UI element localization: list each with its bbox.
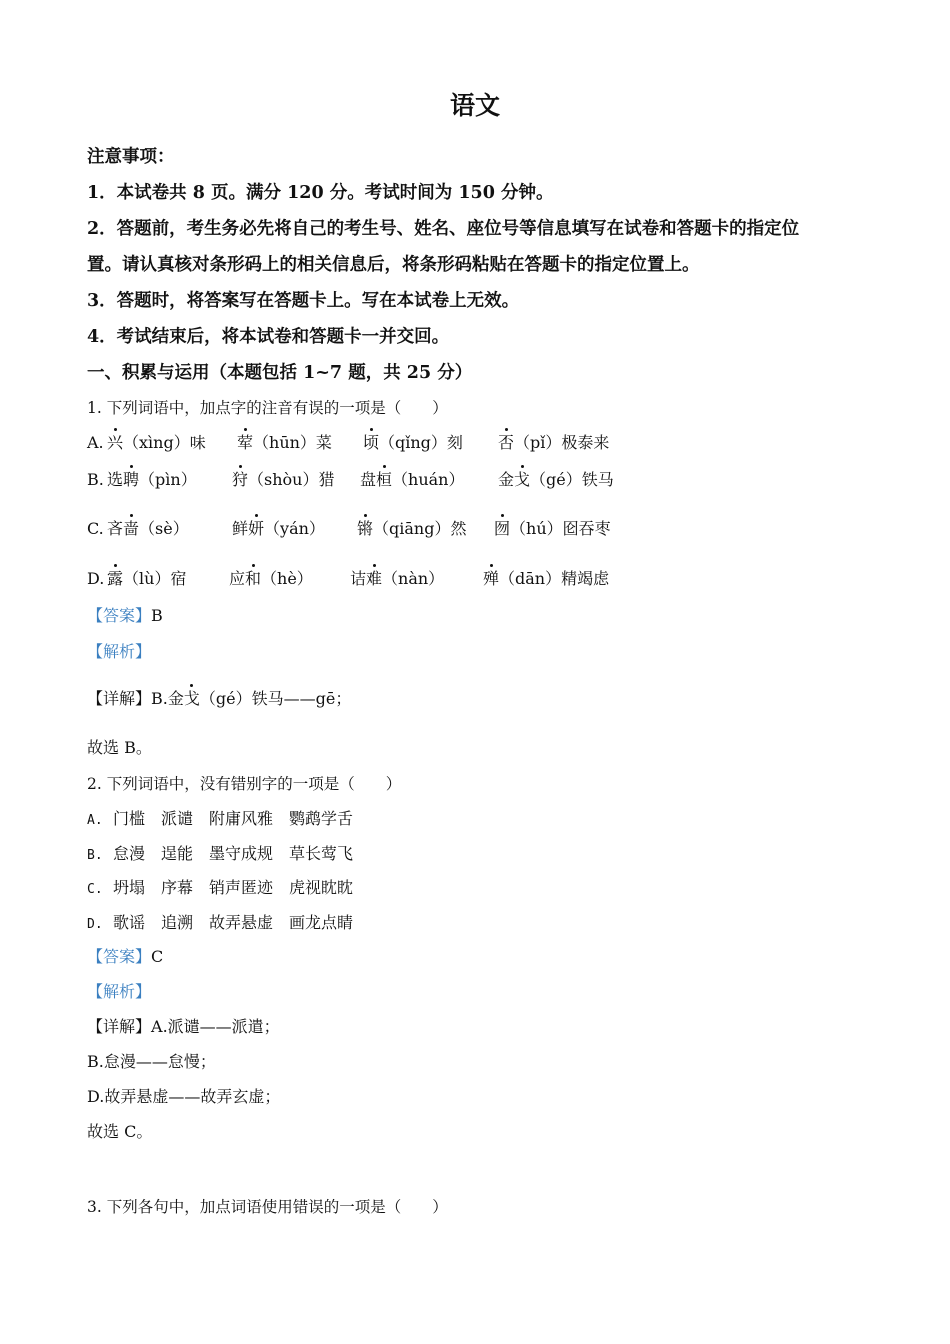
option-word: 选聘（pìn）	[107, 468, 197, 492]
option-word: 歌谣	[113, 913, 146, 932]
option-word: 露（lù）宿	[107, 567, 186, 591]
option-word: 诘难（nàn）	[350, 567, 444, 591]
notice-item-2: 2．答题前，考生务必先将自己的考生号、姓名、座位号等信息填写在试卷和答题卡的指定位	[87, 219, 800, 239]
page-title: 语文	[449, 91, 500, 120]
option-letter: C.	[87, 519, 104, 538]
option-word: 盘桓（huán）	[360, 468, 465, 492]
question-2-detail-3: D.故弄悬虚——故弄玄虚；	[87, 1087, 281, 1106]
detail-text: A.派谴——派遣；	[151, 1017, 280, 1036]
option-word: 门槛	[113, 809, 146, 828]
option-word: 吝啬（sè）	[107, 517, 189, 541]
option-letter: B.	[87, 470, 104, 489]
question-1-analysis-tag: 【解析】	[87, 642, 152, 661]
question-1-stem: 1. 下列词语中，加点字的注音有误的一项是（ ）	[87, 399, 448, 417]
option-letter: A.	[87, 813, 103, 828]
option-word: 荤（hūn）菜	[237, 431, 332, 455]
question-2-option-a	[87, 807, 369, 833]
option-letter: A.	[87, 433, 104, 452]
question-2-stem: 2. 下列词语中，没有错别字的一项是（ ）	[87, 775, 402, 793]
notice-item-1: 1．本试卷共 8 页。满分 120 分。考试时间为 150 分钟。	[87, 183, 554, 203]
option-word: 殚（dān）精竭虑	[483, 567, 609, 591]
notice-item-3: 3．答题时，将答案写在答题卡上。写在本试卷上无效。	[87, 291, 520, 311]
option-letter: D.	[87, 569, 105, 588]
option-word: 囫（hú）囵吞枣	[494, 517, 611, 541]
detail-text: （gé）铁马——gē；	[199, 689, 352, 708]
question-2-option-c	[87, 876, 369, 902]
question-2-conclusion: 故选 C。	[87, 1122, 153, 1141]
option-word: 否（pǐ）极泰来	[498, 431, 609, 455]
question-2-detail-1	[87, 1015, 280, 1039]
option-word: 狩（shòu）猎	[232, 468, 334, 492]
option-letter: B.	[87, 848, 103, 863]
option-word: 兴（xìng）味	[107, 431, 206, 455]
question-1-answer	[87, 604, 163, 628]
option-word: 锵（qiāng）然	[357, 517, 466, 541]
option-word: 逞能	[161, 844, 194, 863]
option-word: 应和（hè）	[229, 567, 313, 591]
detail-text: B.金	[151, 689, 184, 708]
notice-item-4: 4．考试结束后，将本试卷和答题卡一并交回。	[87, 327, 450, 347]
detail-tag: 【详解】	[87, 689, 152, 708]
option-word: 故弄悬虚	[209, 913, 274, 932]
answer-tag: 【答案】	[87, 606, 152, 625]
option-word: 顷（qǐng）刻	[363, 431, 463, 455]
question-2-detail-2: B.怠漫——怠慢；	[87, 1052, 216, 1071]
option-word: 金戈（gé）铁马	[498, 468, 614, 492]
option-word: 草长莺飞	[289, 844, 354, 863]
option-word: 墨守成规	[209, 844, 274, 863]
option-word: 鲜妍（yán）	[232, 517, 325, 541]
question-2-option-b	[87, 842, 369, 868]
option-word: 怠漫	[113, 844, 146, 863]
option-word: 虎视眈眈	[289, 878, 354, 897]
option-word: 追溯	[161, 913, 194, 932]
section-1-heading: 一、积累与运用（本题包括 1~7 题，共 25 分）	[87, 363, 473, 383]
question-2-analysis-tag: 【解析】	[87, 982, 152, 1001]
notice-item-2-cont: 置。请认真核对条形码上的相关信息后，将条形码粘贴在答题卡的指定位置上。	[87, 255, 700, 275]
detail-tag: 【详解】	[87, 1017, 152, 1036]
answer-value: B	[151, 606, 163, 625]
question-1-detail	[87, 687, 351, 711]
option-letter: D.	[87, 917, 103, 932]
option-word: 派谴	[161, 809, 194, 828]
option-letter: C.	[87, 882, 103, 897]
answer-tag: 【答案】	[87, 947, 152, 966]
option-word: 坍塌	[113, 878, 146, 897]
answer-value: C	[151, 947, 164, 966]
notice-heading: 注意事项：	[87, 147, 175, 167]
detail-dotted-char: 戈	[184, 687, 200, 711]
option-word: 附庸风雅	[209, 809, 274, 828]
question-3-stem: 3. 下列各句中，加点词语使用错误的一项是（ ）	[87, 1198, 448, 1216]
option-word: 画龙点睛	[289, 913, 354, 932]
question-1-conclusion: 故选 B。	[87, 738, 152, 757]
option-word: 序幕	[161, 878, 194, 897]
option-word: 销声匿迹	[209, 878, 274, 897]
question-2-option-d	[87, 911, 369, 937]
question-2-answer	[87, 945, 163, 969]
option-word: 鹦鹉学舌	[289, 809, 354, 828]
